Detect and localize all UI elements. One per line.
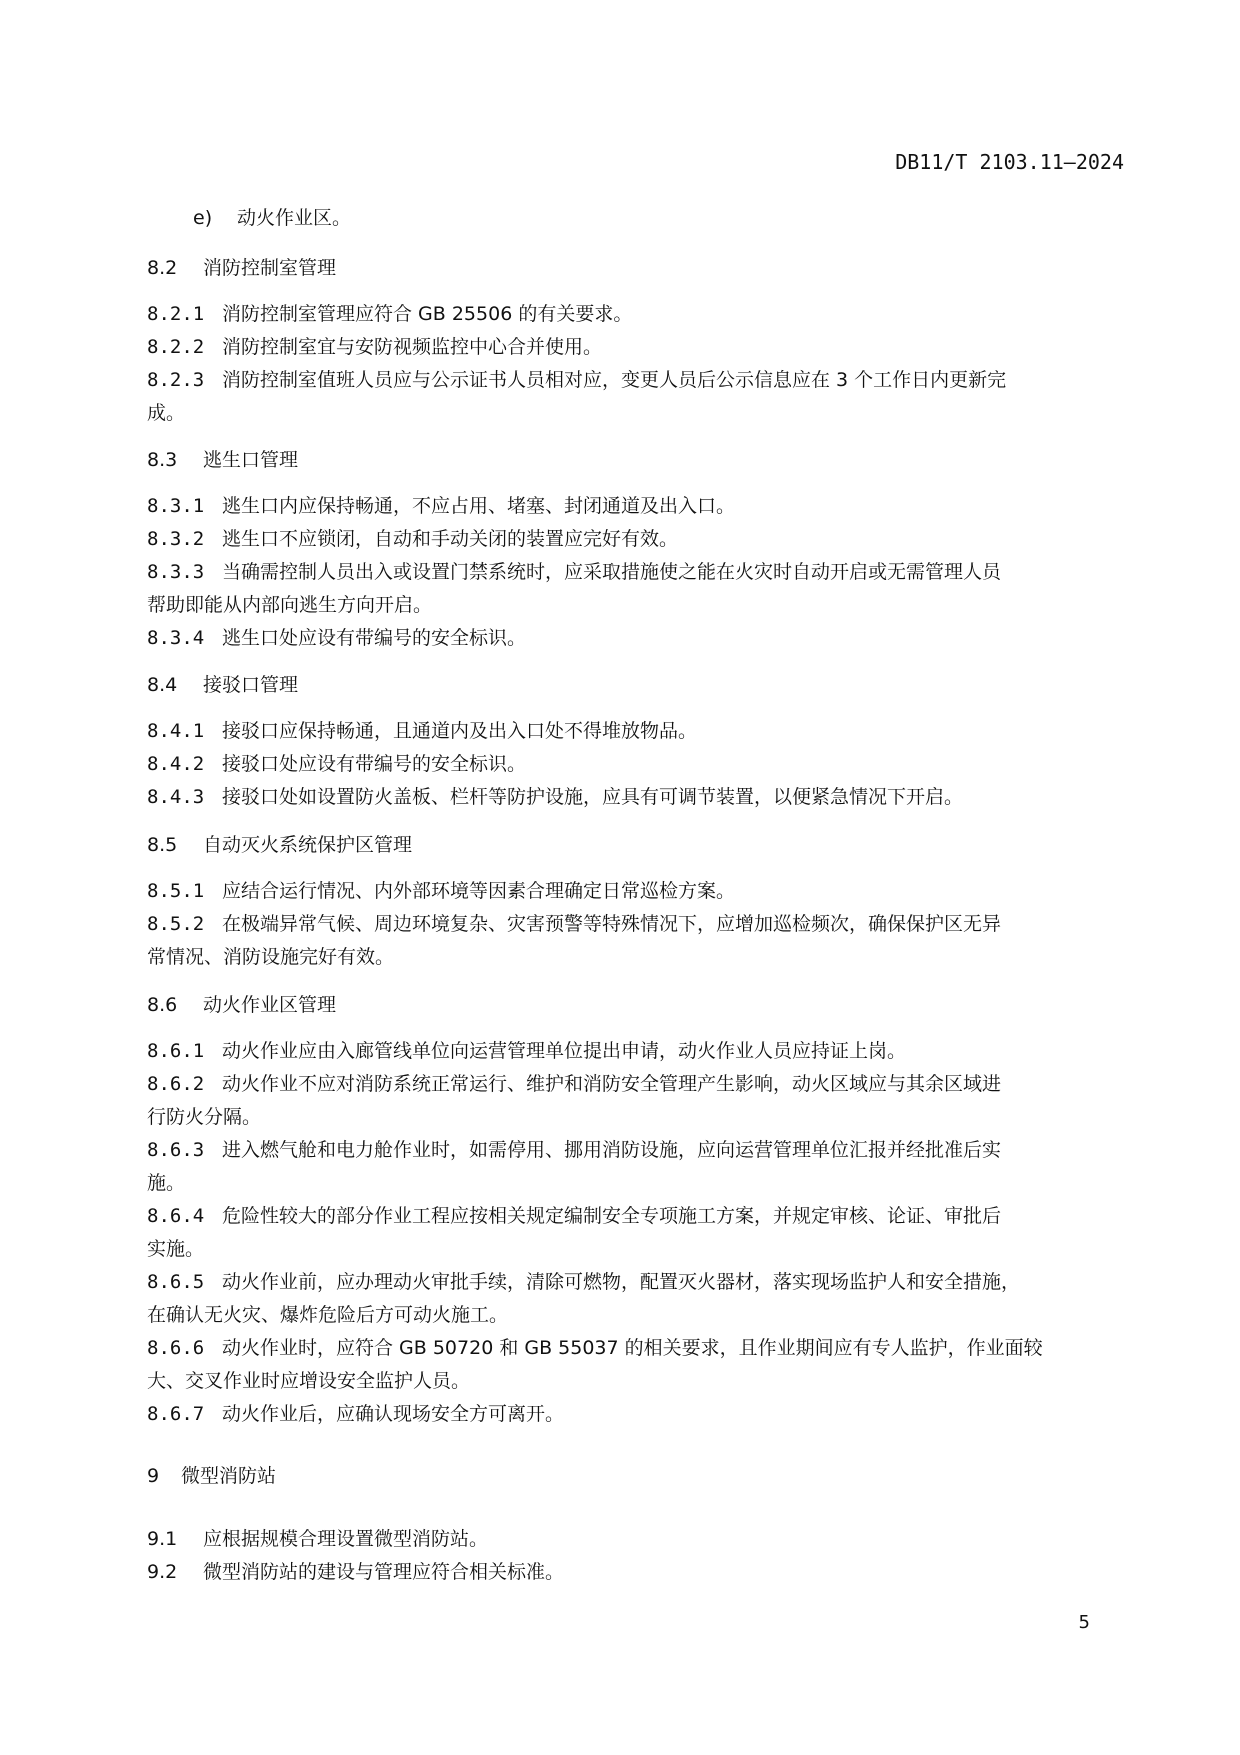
clause-8-2-2 — [147, 331, 1124, 363]
document-code: DB11/T 2103.11—2024 — [895, 150, 1124, 174]
section-heading-8-4 — [147, 669, 298, 701]
section-number: 8.5 — [147, 834, 178, 856]
clause-number: 8.3.1 — [147, 495, 205, 517]
clause-8-3-3 — [147, 556, 1124, 588]
section-heading-8-3 — [147, 444, 298, 476]
list-item-e — [193, 202, 351, 234]
clause-text: 应根据规模合理设置微型消防站。 — [203, 1528, 489, 1550]
clause-8-6-3 — [147, 1134, 1124, 1166]
clause-8-6-4-continued: 实施。 — [147, 1238, 205, 1260]
clause-text: 动火作业不应对消防系统正常运行、维护和消防安全管理产生影响，动火区域应与其余区域进 — [222, 1073, 1002, 1095]
clause-number: 8.3.4 — [147, 627, 205, 649]
clause-text: 接驳口处如设置防火盖板、栏杆等防护设施，应具有可调节装置，以便紧急情况下开启。 — [222, 786, 964, 808]
clause-text: 当确需控制人员出入或设置门禁系统时，应采取措施使之能在火灾时自动开启或无需管理人员 — [222, 561, 1002, 583]
section-heading-8-6 — [147, 989, 336, 1021]
clause-text: 接驳口应保持畅通，且通道内及出入口处不得堆放物品。 — [222, 720, 698, 742]
clause-8-5-2 — [147, 908, 1124, 940]
clause-number: 8.3.2 — [147, 528, 205, 550]
clause-8-6-6 — [147, 1332, 1124, 1364]
clause-text: 在极端异常气候、周边环境复杂、灾害预警等特殊情况下，应增加巡检频次，确保保护区无异 — [222, 913, 1002, 935]
clause-number: 8.4.1 — [147, 720, 205, 742]
clause-number: 8.6.1 — [147, 1040, 205, 1062]
clause-8-6-7 — [147, 1398, 1124, 1430]
section-number: 8.3 — [147, 449, 178, 471]
clause-number: 8.5.2 — [147, 913, 205, 935]
clause-number: 8.6.5 — [147, 1271, 205, 1293]
clause-number: 8.4.3 — [147, 786, 205, 808]
clause-8-6-5-continued: 在确认无火灾、爆炸危险后方可动火施工。 — [147, 1304, 509, 1326]
clause-text: 接驳口处应设有带编号的安全标识。 — [222, 753, 527, 775]
clause-number: 8.6.7 — [147, 1403, 205, 1425]
list-item-text: 动火作业区。 — [237, 207, 352, 229]
clause-8-3-1 — [147, 490, 1124, 522]
clause-9-1 — [147, 1523, 488, 1555]
clause-8-5-1 — [147, 875, 1124, 907]
chapter-number: 9 — [147, 1465, 160, 1487]
clause-8-3-4 — [147, 622, 1124, 654]
clause-8-2-3 — [147, 364, 1124, 396]
clause-8-3-2 — [147, 523, 1124, 555]
clause-8-4-2 — [147, 748, 1124, 780]
clause-8-3-3-continued: 帮助即能从内部向逃生方向开启。 — [147, 594, 433, 616]
section-title: 逃生口管理 — [203, 449, 299, 471]
section-heading-8-2 — [147, 252, 336, 284]
clause-text: 逃生口内应保持畅通，不应占用、堵塞、封闭通道及出入口。 — [222, 495, 736, 517]
clause-number: 8.6.6 — [147, 1337, 205, 1359]
clause-number: 8.4.2 — [147, 753, 205, 775]
clause-text: 应结合运行情况、内外部环境等因素合理确定日常巡检方案。 — [222, 880, 736, 902]
clause-9-2 — [147, 1556, 564, 1588]
clause-8-6-6-continued: 大、交叉作业时应增设安全监护人员。 — [147, 1370, 471, 1392]
section-title: 自动灭火系统保护区管理 — [203, 834, 413, 856]
clause-8-6-1 — [147, 1035, 1124, 1067]
clause-8-4-3 — [147, 781, 1124, 813]
section-number: 8.2 — [147, 257, 178, 279]
clause-number: 8.6.2 — [147, 1073, 205, 1095]
clause-number: 8.3.3 — [147, 561, 205, 583]
clause-text: 消防控制室管理应符合 GB 25506 的有关要求。 — [222, 303, 633, 325]
clause-8-2-1 — [147, 298, 1124, 330]
clause-text: 动火作业应由入廊管线单位向运营管理单位提出申请，动火作业人员应持证上岗。 — [222, 1040, 907, 1062]
clause-text: 逃生口不应锁闭，自动和手动关闭的装置应完好有效。 — [222, 528, 679, 550]
clause-8-6-3-continued: 施。 — [147, 1172, 186, 1194]
clause-number: 8.2.3 — [147, 369, 205, 391]
clause-number: 9.2 — [147, 1561, 178, 1583]
clause-text: 微型消防站的建设与管理应符合相关标准。 — [203, 1561, 565, 1583]
clause-8-6-2 — [147, 1068, 1124, 1100]
page-number: 5 — [1078, 1612, 1090, 1633]
clause-text: 逃生口处应设有带编号的安全标识。 — [222, 627, 527, 649]
clause-text: 动火作业前，应办理动火审批手续，清除可燃物，配置灭火器材，落实现场监护人和安全措施， — [222, 1271, 1021, 1293]
section-title: 动火作业区管理 — [203, 994, 337, 1016]
clause-number: 9.1 — [147, 1528, 178, 1550]
section-title: 接驳口管理 — [203, 674, 299, 696]
clause-8-6-5 — [147, 1266, 1124, 1298]
clause-number: 8.2.2 — [147, 336, 205, 358]
clause-8-2-3-continued: 成。 — [147, 402, 186, 424]
clause-text: 动火作业后，应确认现场安全方可离开。 — [222, 1403, 565, 1425]
section-number: 8.4 — [147, 674, 178, 696]
clause-number: 8.6.4 — [147, 1205, 205, 1227]
section-number: 8.6 — [147, 994, 178, 1016]
clause-number: 8.2.1 — [147, 303, 205, 325]
clause-text: 动火作业时，应符合 GB 50720 和 GB 55037 的相关要求，且作业期间应有专人监护，作业面较 — [222, 1337, 1043, 1359]
clause-8-6-4 — [147, 1200, 1124, 1232]
clause-8-6-2-continued: 行防火分隔。 — [147, 1106, 262, 1128]
section-title: 消防控制室管理 — [203, 257, 337, 279]
clause-text: 进入燃气舱和电力舱作业时，如需停用、挪用消防设施，应向运营管理单位汇报并经批准后实 — [222, 1139, 1002, 1161]
clause-8-5-2-continued: 常情况、消防设施完好有效。 — [147, 946, 395, 968]
list-item-label: e) — [193, 207, 213, 229]
clause-8-4-1 — [147, 715, 1124, 747]
chapter-heading-9 — [147, 1460, 276, 1492]
section-heading-8-5 — [147, 829, 412, 861]
chapter-title: 微型消防站 — [181, 1465, 277, 1487]
clause-text: 消防控制室值班人员应与公示证书人员相对应，变更人员后公示信息应在 3 个工作日内更新完 — [222, 369, 1007, 391]
clause-number: 8.5.1 — [147, 880, 205, 902]
clause-text: 消防控制室宜与安防视频监控中心合并使用。 — [222, 336, 603, 358]
clause-number: 8.6.3 — [147, 1139, 205, 1161]
clause-text: 危险性较大的部分作业工程应按相关规定编制安全专项施工方案，并规定审核、论证、审批后 — [222, 1205, 1002, 1227]
